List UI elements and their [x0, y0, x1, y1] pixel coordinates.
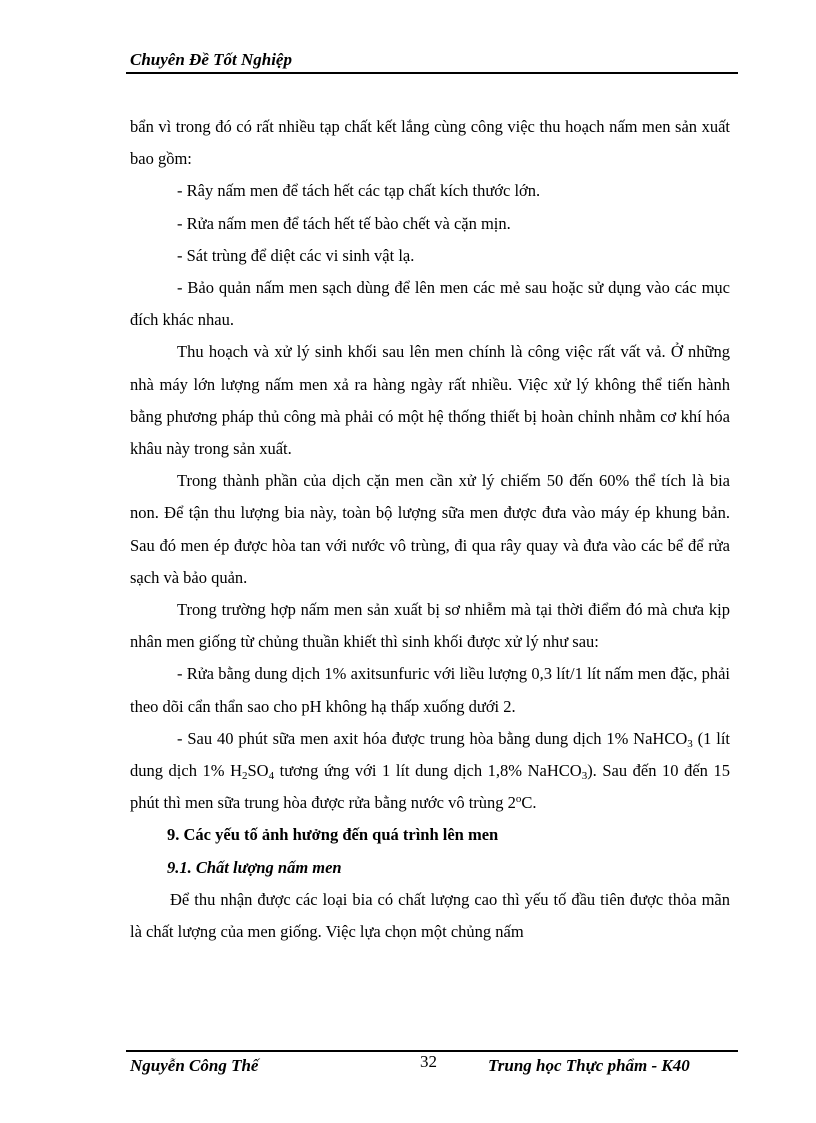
subscript: 3 [581, 770, 588, 783]
subscript: 4 [268, 770, 275, 783]
text-run: SO [247, 761, 269, 781]
footer-course: Trung học Thực phẩm - K40 [488, 1056, 690, 1075]
bullet-item: - Rửa bằng dung dịch 1% axitsunfuric với liều lượng 0,3 lít/1 lít nấm men đặc, phải theo dõi cẩn thẩn sao cho pH không hạ thấp xuống dưới 2. [130, 664, 730, 716]
bullet-item: - Rửa nấm men để tách hết tế bào chết và cặn mịn. [177, 213, 511, 233]
superscript: o [515, 793, 522, 806]
paragraph: Trong trường hợp nấm men sản xuất bị sơ nhiễm mà tại thời điểm đó mà chưa kịp nhân men giống từ chủng thuần khiết thì sinh khối được xử lý như sau: [130, 600, 730, 652]
paragraph: Để thu nhận được các loại bia có chất lượng cao thì yếu tố đầu tiên được thỏa mãn là chất lượng của men giống. Việc lựa chọn một chủng nấm [130, 889, 730, 942]
paragraph: Thu hoạch và xử lý sinh khối sau lên men chính là công việc rất vất vả. Ở những nhà máy lớn lượng nấm men xả ra hàng ngày rất nhiều. Việc xử lý không thể tiến hành bằng phương pháp thủ công mà phải có một hệ thống thiết bị hoàn chỉnh nhằm cơ khí hóa khâu này trong sản xuất. [130, 342, 730, 459]
document-body [130, 111, 730, 948]
text-run: - Sau 40 phút sữa men axit hóa được trung hòa bằng dung dịch 1% NaHCO [177, 728, 688, 748]
bullet-item: - Sát trùng để diệt các vi sinh vật lạ. [177, 245, 415, 265]
bullet-item: - Bảo quản nấm men sạch dùng để lên men các mẻ sau hoặc sử dụng vào các mục đích khác nhau. [130, 278, 730, 330]
text-run: ). Sau đến 10 đến 15 phút thì men sữa trung hòa được rửa bằng nước vô trùng 2 [130, 761, 730, 813]
bullet-item [130, 723, 730, 820]
paragraph: Trong thành phần của dịch cặn men cần xử lý chiếm 50 đến 60% thể tích là bia non. Để tận thu lượng bia này, toàn bộ lượng sữa men được đưa vào máy ép khung bản. Sau đó men ép được hòa tan với nước vô trùng, đi qua rây quay và đưa vào các bể để rửa sạch và bảo quản. [130, 471, 730, 587]
text-run: tương ứng với 1 lít dung dịch 1,8% NaHCO [274, 761, 582, 781]
paragraph: bẩn vì trong đó có rất nhiều tạp chất kết lắng cùng công việc thu hoạch nấm men sản xuất bao gồm: [130, 117, 730, 169]
subscript: 3 [687, 737, 693, 750]
subsection-heading: 9.1. Chất lượng nấm men [167, 857, 342, 877]
page-number: 32 [420, 1052, 437, 1071]
subscript: 2 [241, 770, 248, 783]
text-run: (1 lít dung dịch 1% H [130, 728, 731, 781]
footer-author: Nguyễn Công Thế [130, 1056, 259, 1075]
section-heading: 9. Các yếu tố ảnh hưởng đến quá trình lên men [167, 825, 499, 845]
header-rule [126, 72, 738, 74]
text-run: C. [521, 793, 537, 813]
bullet-item: - Rây nấm men để tách hết các tạp chất kích thước lớn. [177, 181, 541, 201]
header-title: Chuyên Đề Tốt Nghiệp [130, 50, 292, 69]
